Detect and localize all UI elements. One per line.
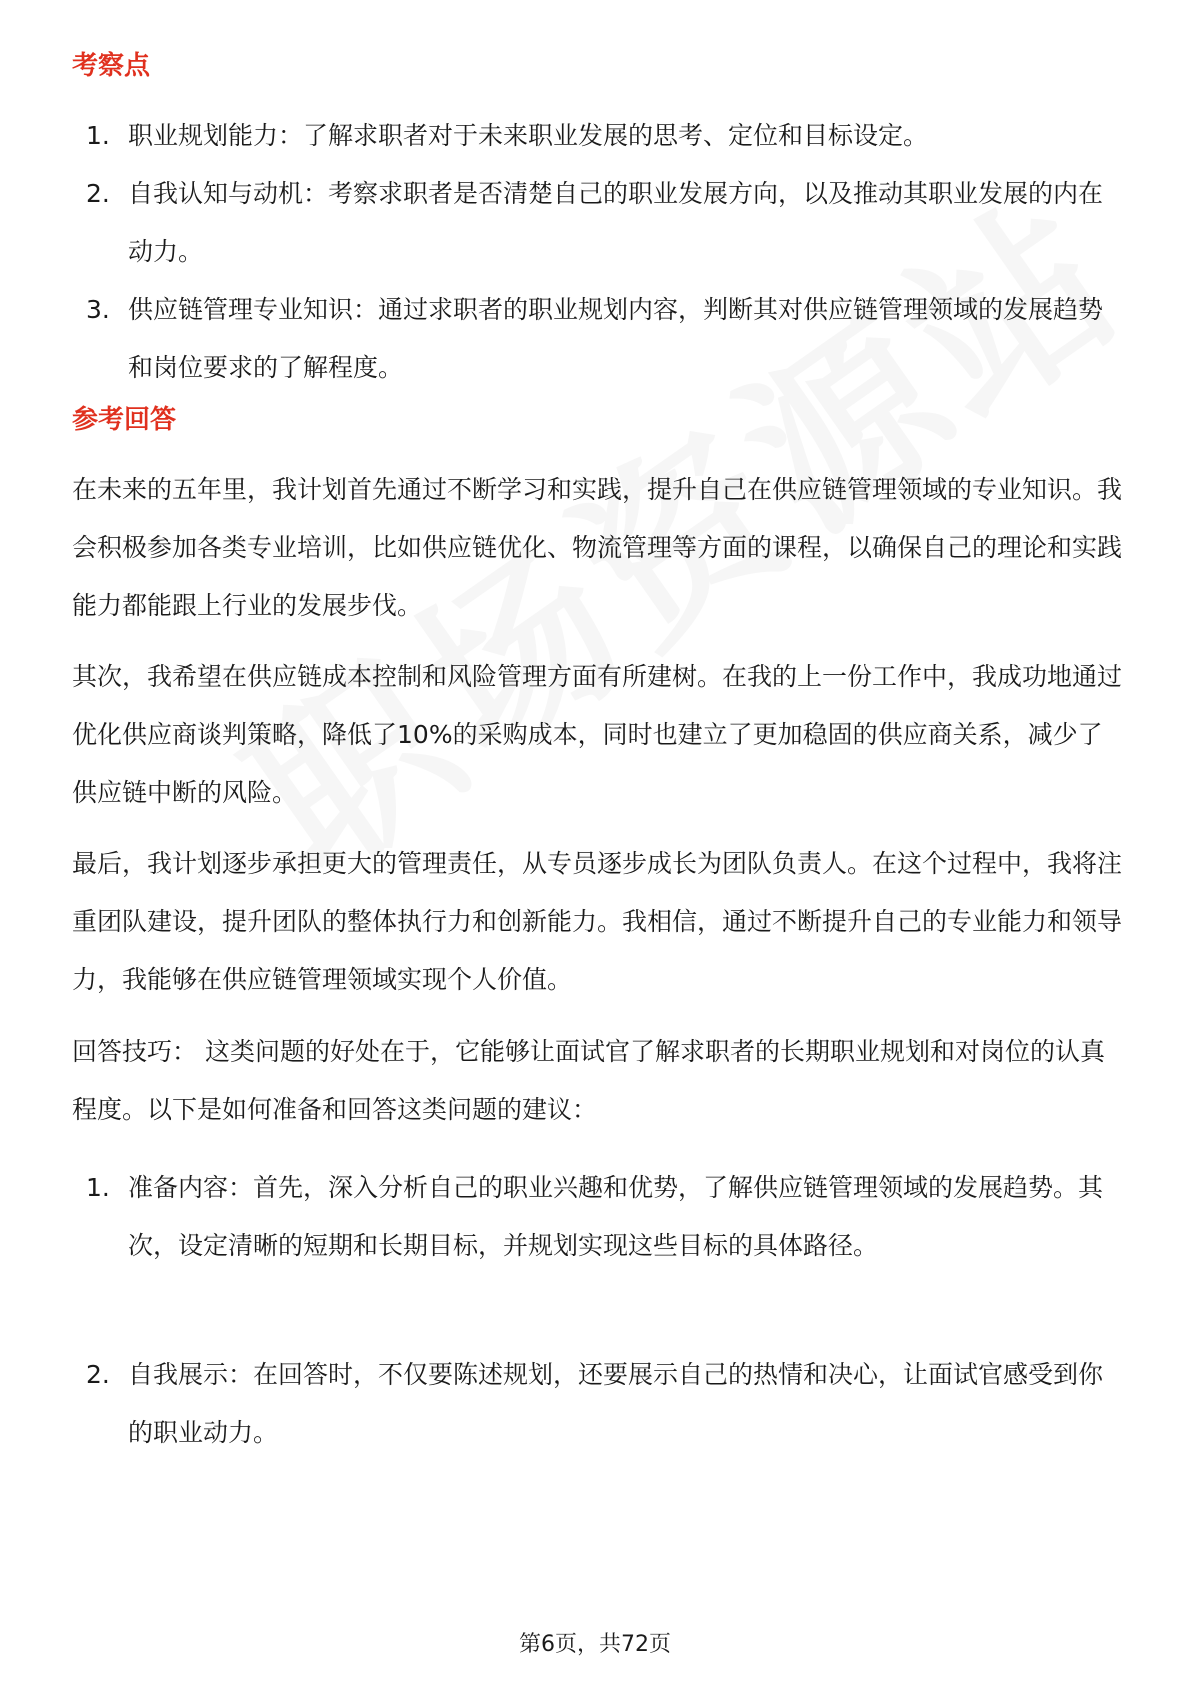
list-item: [72, 107, 1122, 165]
answer-paragraph-2: 其次，我希望在供应链成本控制和风险管理方面有所建树。在我的上一份工作中，我成功地通过优化供应商谈判策略，降低了10%的采购成本，同时也建立了更加稳固的供应商关系，减少了供应链中断的风险。: [72, 662, 1123, 807]
answer-paragraph-3: 最后，我计划逐步承担更大的管理责任，从专员逐步成长为团队负责人。在这个过程中，我将注重团队建设，提升团队的整体执行力和创新能力。我相信，通过不断提升自己的专业能力和领导力，我能够在供应链管理领域实现个人价值。: [72, 849, 1123, 994]
list-number: 1.: [86, 1173, 110, 1202]
list-item-text: 供应链管理专业知识：通过求职者的职业规划内容，判断其对供应链管理领域的发展趋势和岗位要求的了解程度。: [128, 295, 1104, 382]
examination-heading: 考察点: [72, 51, 151, 81]
answer-heading: 参考回答: [72, 405, 177, 435]
list-number: 2.: [86, 179, 110, 208]
tips-list-continued: [72, 1346, 1122, 1462]
list-item: [72, 281, 1122, 397]
list-item: [72, 1159, 1122, 1275]
list-item-text: 职业规划能力：了解求职者对于未来职业发展的思考、定位和目标设定。: [128, 121, 929, 150]
examination-list: [72, 107, 1122, 397]
page-number: 第6页，共72页: [519, 1632, 671, 1657]
list-item-text: 自我认知与动机：考察求职者是否清楚自己的职业发展方向，以及推动其职业发展的内在动力。: [128, 179, 1104, 266]
list-number: 2.: [86, 1360, 110, 1389]
tips-list: [72, 1159, 1122, 1275]
tips-intro: 回答技巧： 这类问题的好处在于，它能够让面试官了解求职者的长期职业规划和对岗位的认真程度。以下是如何准备和回答这类问题的建议：: [72, 1037, 1105, 1124]
list-item-text: 准备内容：首先，深入分析自己的职业兴趣和优势，了解供应链管理领域的发展趋势。其次，设定清晰的短期和长期目标，并规划实现这些目标的具体路径。: [128, 1173, 1104, 1260]
answer-paragraph-1: 在未来的五年里，我计划首先通过不断学习和实践，提升自己在供应链管理领域的专业知识。我会积极参加各类专业培训，比如供应链优化、物流管理等方面的课程，以确保自己的理论和实践能力都能跟上行业的发展步伐。: [72, 475, 1123, 620]
list-item: [72, 1346, 1122, 1462]
list-item: [72, 165, 1122, 281]
list-number: 3.: [86, 295, 110, 324]
list-number: 1.: [86, 121, 110, 150]
list-item-text: 自我展示：在回答时，不仅要陈述规划，还要展示自己的热情和决心，让面试官感受到你的职业动力。: [128, 1360, 1104, 1447]
